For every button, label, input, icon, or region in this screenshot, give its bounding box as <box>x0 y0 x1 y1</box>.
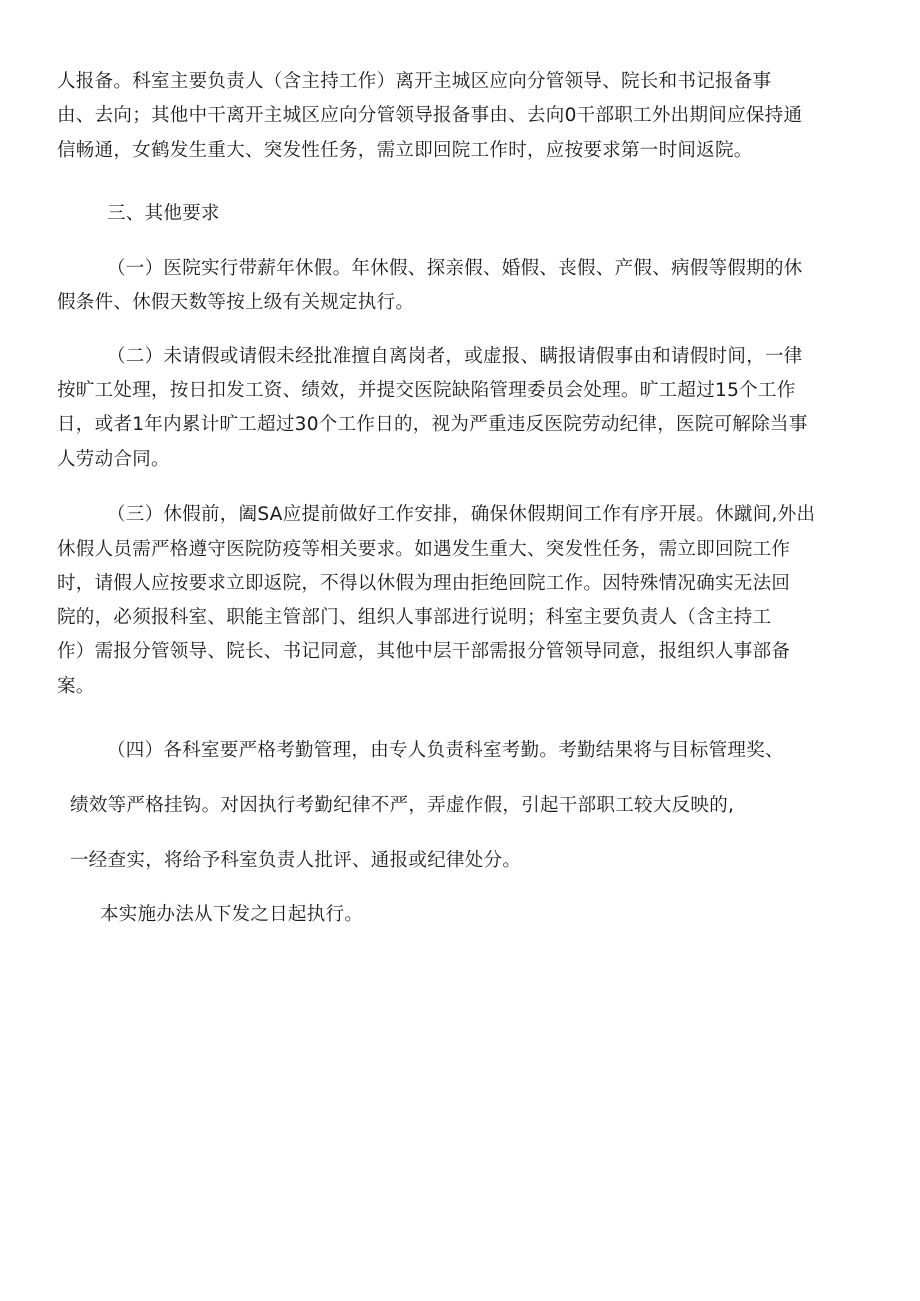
item-2-line: 按旷工处理，按日扣发工资、绩效，并提交医院缺陷管理委员会处理。旷工超过15个工作 <box>57 380 796 401</box>
item-1-line: （一）医院实行带薪年休假。年休假、探亲假、婚假、丧假、产假、病假等假期的休 <box>107 258 803 279</box>
item-3-line: 时，请假人应按要求立即返院，不得以休假为理由拒绝回院工作。因特殊情况确实无法回 <box>57 573 791 594</box>
paragraph-line: 由、去向；其他中干离开主城区应向分管领导报备事由、去向0干部职工外出期间应保持通 <box>57 105 803 126</box>
item-4-line: 一经查实，将给予科室负责人批评、通报或纪律处分。 <box>70 850 522 871</box>
paragraph-line: 人报备。科室主要负责人（含主持工作）离开主城区应向分管领导、院长和书记报备事 <box>57 71 772 92</box>
item-2-line: （二）未请假或请假未经批准擅自离岗者，或虚报、瞒报请假事由和请假时间，一律 <box>107 346 803 367</box>
closing-statement: 本实施办法从下发之日起执行。 <box>100 904 364 925</box>
section-heading: 三、其他要求 <box>107 203 220 224</box>
item-2-line: 日，或者1年内累计旷工超过30个工作日的，视为严重违反医院劳动纪律，医院可解除当事 <box>57 414 808 435</box>
item-4-line: （四）各科室要严格考勤管理，由专人负责科室考勤。考勤结果将与目标管理奖、 <box>107 740 784 761</box>
item-3-line: 案。 <box>57 676 95 697</box>
paragraph-line: 信畅通，女鹤发生重大、突发性任务，需立即回院工作时，应按要求第一时间返院。 <box>57 140 753 161</box>
item-1-line: 假条件、休假天数等按上级有关规定执行。 <box>57 292 415 313</box>
item-3-line: 作）需报分管领导、院长、书记同意，其他中层干部需报分管领导同意，报组织人事部备 <box>57 641 791 662</box>
item-2-line: 人劳动合同。 <box>57 449 170 470</box>
item-4-line: 绩效等严格挂钩。对因执行考勤纪律不严，弄虚作假，引起干部职工较大反映的, <box>70 795 735 816</box>
item-3-line: （三）休假前，阖SA应提前做好工作安排，确保休假期间工作有序开展。休蹴间,外出 <box>107 504 816 525</box>
item-3-line: 院的，必须报科室、职能主管部门、组织人事部进行说明；科室主要负责人（含主持工 <box>57 607 772 628</box>
item-3-line: 休假人员需严格遵守医院防疫等相关要求。如遇发生重大、突发性任务，需立即回院工作 <box>57 539 791 560</box>
